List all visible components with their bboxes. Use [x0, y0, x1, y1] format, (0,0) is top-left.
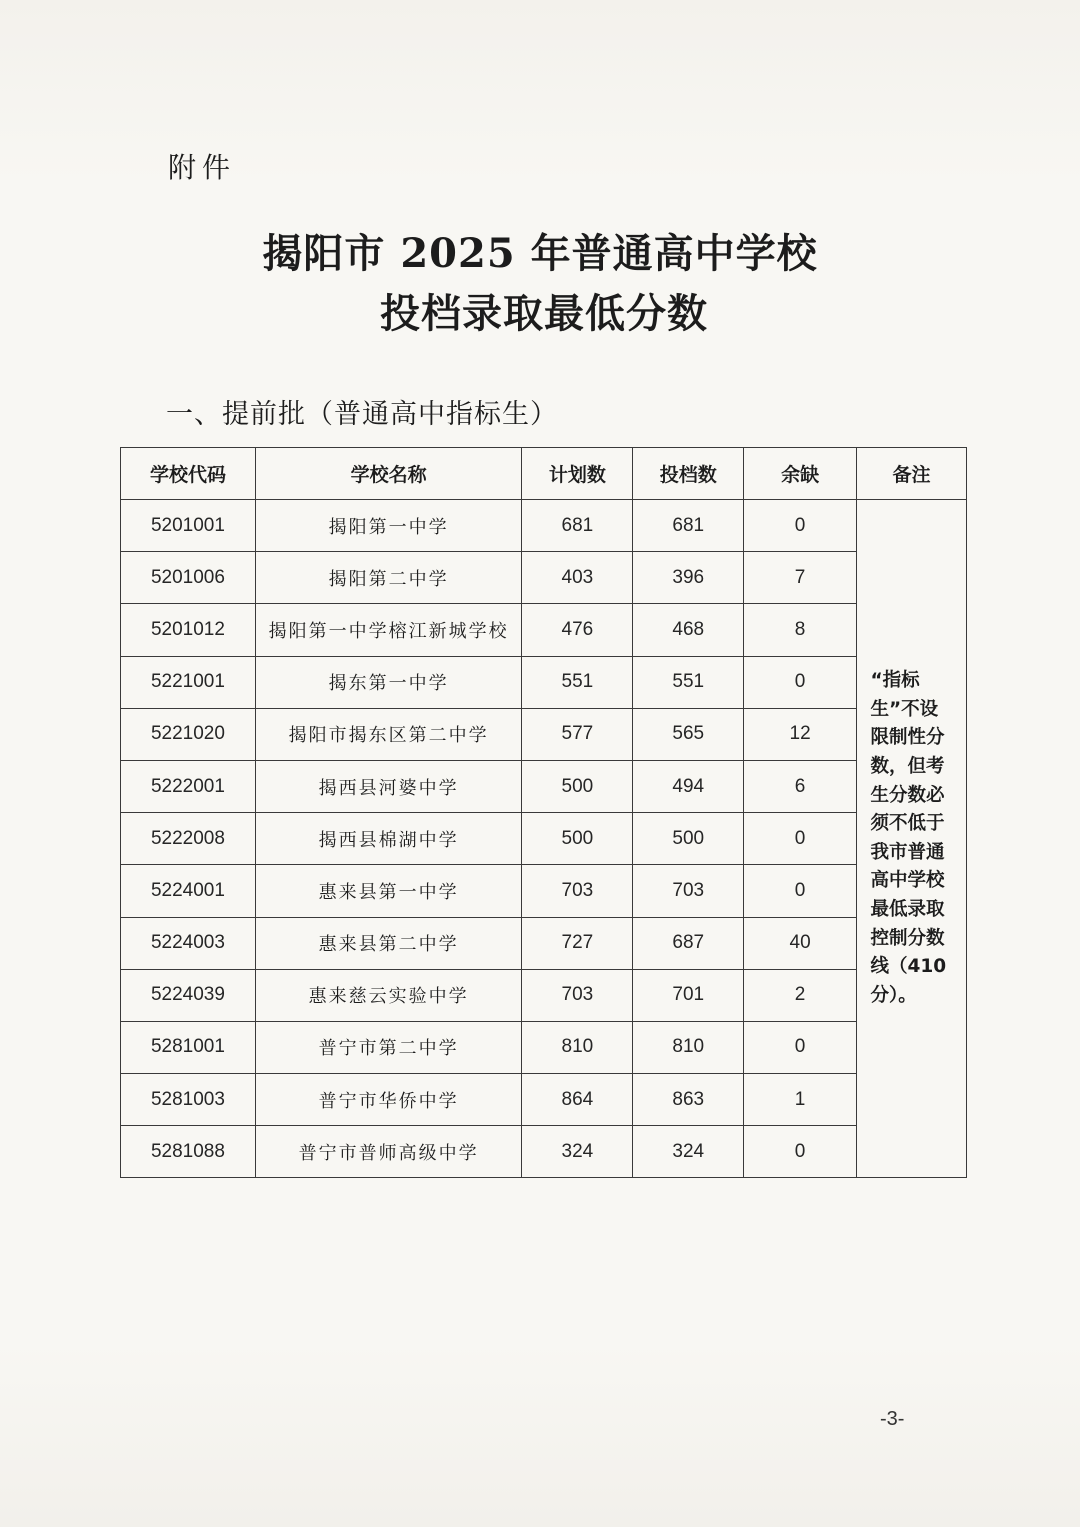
table-row — [121, 760, 967, 812]
gap-cell: 0 — [744, 656, 857, 708]
page-number: -3- — [880, 1408, 905, 1430]
section-heading: 一、提前批（普通高中指标生） — [166, 399, 558, 430]
school-name-cell: 普宁市华侨中学 — [255, 1074, 522, 1126]
gap-cell: 0 — [744, 865, 857, 917]
school-code-cell: 5222008 — [121, 813, 256, 865]
school-name-cell: 惠来县第二中学 — [255, 917, 522, 969]
table-row — [121, 1126, 967, 1178]
header-school-name: 学校名称 — [255, 448, 522, 500]
school-code-cell: 5201001 — [121, 500, 256, 552]
school-code-cell: 5221020 — [121, 708, 256, 760]
school-name-cell: 揭阳市揭东区第二中学 — [255, 708, 522, 760]
header-gap: 余缺 — [744, 448, 857, 500]
school-code-cell: 5224001 — [121, 865, 256, 917]
filed-count-cell: 565 — [633, 708, 744, 760]
school-code-cell: 5281003 — [121, 1074, 256, 1126]
school-name-cell: 揭西县棉湖中学 — [255, 813, 522, 865]
filed-count-cell: 681 — [633, 500, 744, 552]
header-school-code: 学校代码 — [121, 448, 256, 500]
plan-count-cell: 864 — [522, 1074, 633, 1126]
gap-cell: 1 — [744, 1074, 857, 1126]
gap-cell: 0 — [744, 500, 857, 552]
table-row — [121, 604, 967, 656]
filed-count-cell: 396 — [633, 552, 744, 604]
remarks-text: “指标生”不设限制性分数，但考生分数必须不低于我市普通高中学校最低录取控制分数线（410分）。 — [870, 670, 947, 1006]
filed-count-cell: 703 — [633, 865, 744, 917]
plan-count-cell: 500 — [522, 760, 633, 812]
plan-count-cell: 324 — [522, 1126, 633, 1178]
filed-count-cell: 863 — [633, 1074, 744, 1126]
school-code-cell: 5281088 — [121, 1126, 256, 1178]
table-row — [121, 656, 967, 708]
plan-count-cell: 577 — [522, 708, 633, 760]
table-row — [121, 917, 967, 969]
header-remarks: 备注 — [857, 448, 967, 500]
table-row — [121, 865, 967, 917]
school-code-cell: 5281001 — [121, 1021, 256, 1073]
table-row — [121, 708, 967, 760]
gap-cell: 0 — [744, 1126, 857, 1178]
plan-count-cell: 476 — [522, 604, 633, 656]
document-title-line-1: 揭阳市 2025 年普通高中学校 — [262, 230, 818, 277]
school-code-cell: 5221001 — [121, 656, 256, 708]
table-row — [121, 1021, 967, 1073]
remarks-cell — [857, 500, 967, 1178]
gap-cell: 0 — [744, 813, 857, 865]
table-row — [121, 969, 967, 1021]
filed-count-cell: 324 — [633, 1126, 744, 1178]
school-name-cell: 惠来慈云实验中学 — [255, 969, 522, 1021]
plan-count-cell: 551 — [522, 656, 633, 708]
gap-cell: 7 — [744, 552, 857, 604]
plan-count-cell: 681 — [522, 500, 633, 552]
filed-count-cell: 810 — [633, 1021, 744, 1073]
header-plan-count: 计划数 — [522, 448, 633, 500]
filed-count-cell: 701 — [633, 969, 744, 1021]
admission-score-table — [120, 447, 967, 1178]
header-filed-count: 投档数 — [633, 448, 744, 500]
school-name-cell: 揭东第一中学 — [255, 656, 522, 708]
school-name-cell: 揭阳第一中学榕江新城学校 — [255, 604, 522, 656]
gap-cell: 6 — [744, 760, 857, 812]
school-code-cell: 5224039 — [121, 969, 256, 1021]
school-name-cell: 惠来县第一中学 — [255, 865, 522, 917]
plan-count-cell: 703 — [522, 865, 633, 917]
table-header-row — [121, 448, 967, 500]
filed-count-cell: 687 — [633, 917, 744, 969]
school-name-cell: 揭阳第二中学 — [255, 552, 522, 604]
gap-cell: 40 — [744, 917, 857, 969]
gap-cell: 8 — [744, 604, 857, 656]
plan-count-cell: 810 — [522, 1021, 633, 1073]
table-row — [121, 552, 967, 604]
table-body — [121, 500, 967, 1178]
filed-count-cell: 494 — [633, 760, 744, 812]
attachment-label: 附件 — [168, 151, 237, 184]
table-row — [121, 813, 967, 865]
plan-count-cell: 727 — [522, 917, 633, 969]
plan-count-cell: 500 — [522, 813, 633, 865]
document-title-line-2: 投档录取最低分数 — [380, 290, 708, 337]
filed-count-cell: 551 — [633, 656, 744, 708]
school-code-cell: 5201012 — [121, 604, 256, 656]
gap-cell: 2 — [744, 969, 857, 1021]
school-code-cell: 5201006 — [121, 552, 256, 604]
school-code-cell: 5224003 — [121, 917, 256, 969]
school-code-cell: 5222001 — [121, 760, 256, 812]
school-name-cell: 普宁市第二中学 — [255, 1021, 522, 1073]
school-name-cell: 揭阳第一中学 — [255, 500, 522, 552]
gap-cell: 12 — [744, 708, 857, 760]
filed-count-cell: 500 — [633, 813, 744, 865]
filed-count-cell: 468 — [633, 604, 744, 656]
gap-cell: 0 — [744, 1021, 857, 1073]
school-name-cell: 揭西县河婆中学 — [255, 760, 522, 812]
school-name-cell: 普宁市普师高级中学 — [255, 1126, 522, 1178]
plan-count-cell: 703 — [522, 969, 633, 1021]
table-row — [121, 1074, 967, 1126]
plan-count-cell: 403 — [522, 552, 633, 604]
table-row — [121, 500, 967, 552]
